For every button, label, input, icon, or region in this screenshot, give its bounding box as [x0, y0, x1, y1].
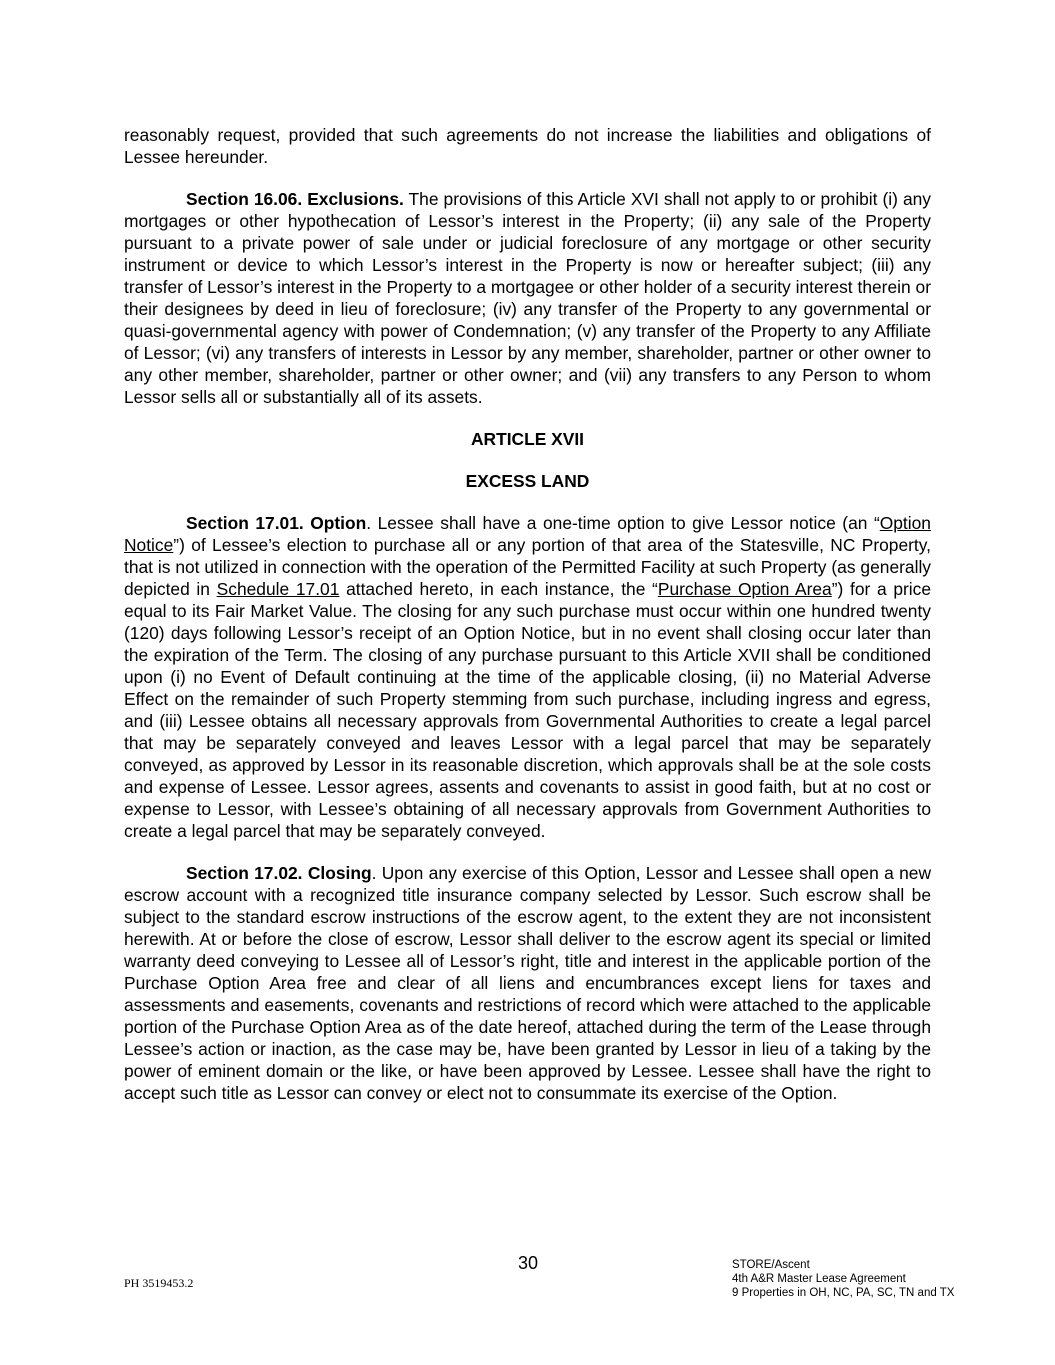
page-number: 30 — [517, 1253, 539, 1273]
defined-term-option-notice: Option Notice — [124, 513, 931, 555]
section-17-01-text-3: attached hereto, in each instance, the “ — [339, 579, 658, 599]
footer-line-2: 4th A&R Master Lease Agreement — [732, 1273, 906, 1285]
footer-line-3: 9 Properties in OH, NC, PA, SC, TN and TX — [732, 1287, 955, 1299]
section-16-06-label: Section 16.06. Exclusions. — [186, 189, 404, 209]
section-17-01-paragraph — [124, 512, 931, 842]
schedule-reference: Schedule 17.01 — [216, 579, 340, 599]
document-id: PH 3519453.2 — [124, 1276, 194, 1290]
article-heading: ARTICLE XVII — [470, 429, 585, 449]
section-17-02-label: Section 17.02. Closing — [186, 863, 372, 883]
footer-line-1: STORE/Ascent — [732, 1259, 810, 1271]
section-17-02-paragraph — [124, 862, 931, 1104]
section-16-06-paragraph — [124, 188, 931, 408]
section-17-02-text: . Upon any exercise of this Option, Lessor and Lessee shall open a new escrow account with a recognized title insurance company selected by Lessor. Such escrow shall be subject to the standard escrow instructions of the escrow agent, to the extent they are not inconsistent herewith. At or before the close of escrow, Lessor shall deliver to the escrow agent its special or limited warranty deed conveying to Lessee all of Lessor’s right, title and interest in the applicable portion of the Purchase Option Area free and clear of all liens and encumbrances except liens for taxes and assessments and easements, covenants and restrictions of record which were attached to the applicable portion of the Purchase Option Area as of the date hereof, attached during the term of the Lease through Lessee’s action or inaction, as the case may be, have been granted by Lessor in lieu of a taking by the power of eminent domain or the like, or have been approved by Lessee. Lessee shall have the right to accept such title as Lessor can convey or elect not to consummate its exercise of the Option. — [124, 863, 932, 1103]
continuation-paragraph: reasonably request, provided that such agreements do not increase the liabilities and obligations of Lessee hereunder. — [124, 125, 931, 167]
section-17-01-text-4: ”) for a price equal to its Fair Market Value. The closing for any such purchase must occur within one hundred twenty (120) days following Lessor’s receipt of an Option Notice, but in no event shall closing occur later than the expiration of the Term. The closing of any purchase pursuant to this Article XVII shall be conditioned upon (i) no Event of Default continuing at the time of the applicable closing, (ii) no Material Adverse Effect on the remainder of such Property stemming from such purchase, including ingress and egress, and (iii) Lessee obtains all necessary approvals from Governmental Authorities to create a legal parcel that may be separately conveyed and leaves Lessor with a legal parcel that may be separately conveyed, as approved by Lessor in its reasonable discretion, which approvals shall be at the sole costs and expense of Lessee. Lessor agrees, assents and covenants to assist in good faith, but at no cost or expense to Lessor, with Lessee’s obtaining of all necessary approvals from Government Authorities to create a legal parcel that may be separately conveyed. — [124, 579, 932, 841]
section-17-01-text-1: . Lessee shall have a one-time option to give Lessor notice (an “ — [366, 513, 880, 533]
section-16-06-text: The provisions of this Article XVI shall not apply to or prohibit (i) any mortgages or other hypothecation of Lessor’s interest in the Property; (ii) any sale of the Property pursuant to a private power of sale under or judicial foreclosure of any mortgage or other security instrument or device to which Lessor’s interest in the Property is now or hereafter subject; (iii) any transfer of Lessor’s interest in the Property to a mortgagee or other holder of a security interest therein or their designees by deed in lieu of foreclosure; (iv) any transfer of the Property to any governmental or quasi-governmental agency with power of Condemnation; (v) any transfer of the Property to any Affiliate of Lessor; (vi) any transfers of interests in Lessor by any member, shareholder, partner or other owner to any other member, shareholder, partner or other owner; and (vii) any transfers to any Person to whom Lessor sells all or substantially all of its assets. — [124, 189, 932, 407]
defined-term-purchase-option-area: Purchase Option Area — [657, 579, 832, 599]
footer-document-info — [732, 1258, 954, 1300]
section-17-01-label: Section 17.01. Option — [186, 513, 367, 533]
article-title: EXCESS LAND — [465, 471, 590, 491]
document-body — [124, 124, 931, 1124]
section-17-01-text-2: ”) of Lessee’s election to purchase all or any portion of that area of the Statesville, NC Property, that is not utilized in connection with the operation of the Permitted Facility at such Property (as generally depicted in — [124, 535, 931, 599]
